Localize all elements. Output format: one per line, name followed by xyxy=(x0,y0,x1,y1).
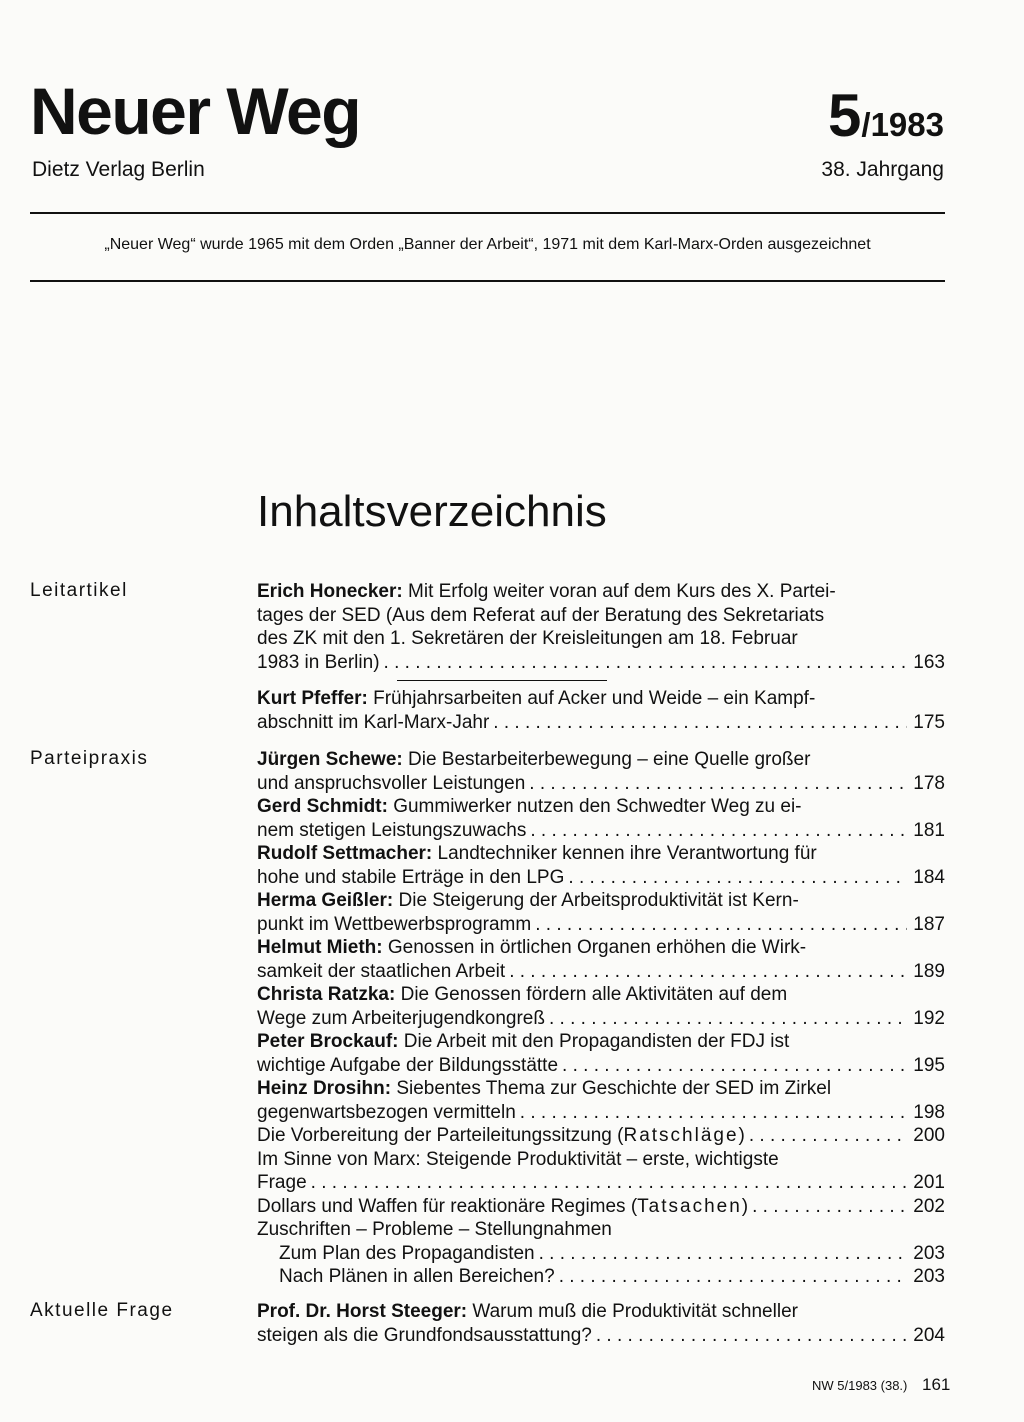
toc-entry xyxy=(257,1195,945,1219)
toc-entry xyxy=(257,1148,945,1195)
entry-text: Frühjahrsarbeiten auf Acker und Weide – ein Kampf- xyxy=(373,688,816,709)
dot-leader xyxy=(559,1265,907,1289)
entry-author: Jürgen Schewe: xyxy=(257,749,403,770)
entry-text: Gummiwerker nutzen den Schwedter Weg zu ei- xyxy=(393,796,802,817)
toc-entry xyxy=(257,1077,945,1124)
entry-line xyxy=(257,842,945,866)
entry-text: Die Steigerung der Arbeitsproduktivität ist Kern- xyxy=(398,890,799,911)
entry-last-line xyxy=(257,1054,945,1078)
entry-heading: Zuschriften – Probleme – Stellungnahmen xyxy=(257,1219,612,1240)
toc-entry xyxy=(257,842,945,889)
entry-last-line xyxy=(257,1324,945,1348)
entry-author: Peter Brockauf: xyxy=(257,1031,399,1052)
footer-code: NW 5/1983 (38.) xyxy=(812,1378,908,1393)
entry-text: wichtige Aufgabe der Bildungsstätte xyxy=(257,1054,559,1076)
toc-entry xyxy=(257,1030,945,1077)
entry-line xyxy=(257,795,945,819)
page-number: 203 xyxy=(913,1242,945,1264)
dot-leader xyxy=(493,711,907,735)
toc-entry xyxy=(257,936,945,983)
entry-text-main: Die Vorbereitung der Parteileitungssitzung ( xyxy=(257,1125,624,1146)
entry-author: Gerd Schmidt: xyxy=(257,796,388,817)
entry-text: Die Genossen fördern alle Aktivitäten auf dem xyxy=(400,984,788,1005)
entry-line: des ZK mit den 1. Sekretären der Kreisleitungen am 18. Februar xyxy=(257,628,798,649)
entry-last-line xyxy=(257,711,945,735)
dot-leader xyxy=(549,1007,907,1031)
entry-last-line xyxy=(257,1101,945,1125)
award-line: „Neuer Weg“ wurde 1965 mit dem Orden „Banner der Arbeit“, 1971 mit dem Karl-Marx-Orden ausgezeichnet xyxy=(104,236,871,253)
issue-year: /1983 xyxy=(861,106,944,143)
entry-text: Die Arbeit mit den Propagandisten der FDJ ist xyxy=(403,1031,790,1052)
page-number: 187 xyxy=(913,913,945,935)
page-number: 184 xyxy=(913,866,945,888)
entries-aktuelle-frage xyxy=(257,1300,945,1347)
toc-entry xyxy=(257,1300,945,1347)
entry-last-line xyxy=(257,1171,945,1195)
entry-line xyxy=(257,889,945,913)
top-rule xyxy=(30,212,945,214)
entry-text: hohe und stabile Erträge in den LPG xyxy=(257,866,565,888)
entry-last-line xyxy=(257,819,945,843)
entry-text: Mit Erfolg weiter voran auf dem Kurs des X. Partei- xyxy=(408,581,836,602)
section-leitartikel: Leitartikel xyxy=(30,580,128,601)
dot-leader xyxy=(530,819,907,843)
dot-leader xyxy=(752,1195,907,1219)
entry-text: Landtechniker kennen ihre Verantwortung für xyxy=(437,843,817,864)
entry-last-line xyxy=(257,772,945,796)
entry-text: gegenwartsbezogen vermitteln xyxy=(257,1101,516,1123)
entry-line xyxy=(257,983,945,1007)
entry-line xyxy=(257,936,945,960)
dot-leader xyxy=(509,960,907,984)
entry-text: Frage xyxy=(257,1172,307,1193)
dot-leader xyxy=(596,1324,907,1348)
entry-last-line xyxy=(257,866,945,890)
entry-text xyxy=(257,1124,745,1148)
entry-text: Nach Plänen in allen Bereichen? xyxy=(279,1266,555,1287)
entry-text: Zum Plan des Propagandisten xyxy=(279,1242,535,1264)
entry-last-line xyxy=(257,960,945,984)
entry-line xyxy=(257,1077,945,1101)
entry-author: Helmut Mieth: xyxy=(257,937,383,958)
page-number: 181 xyxy=(913,819,945,841)
toc-entry xyxy=(257,1218,945,1289)
toc-title: Inhaltsverzeichnis xyxy=(257,487,607,536)
dot-leader xyxy=(384,651,907,675)
page-number: 203 xyxy=(913,1266,945,1287)
entries-parteipraxis xyxy=(257,748,945,1289)
toc-entry xyxy=(257,983,945,1030)
entry-text: Genossen in örtlichen Organen erhöhen die Wirk- xyxy=(387,937,807,958)
entry-last-line xyxy=(257,913,945,937)
entry-text: Siebentes Thema zur Geschichte der SED im Zirkel xyxy=(396,1078,832,1099)
magazine-title: Neuer Weg xyxy=(30,74,361,148)
entry-text-close: ) xyxy=(738,1125,745,1146)
page-number: 189 xyxy=(913,960,945,982)
issue-label xyxy=(828,82,944,149)
entry-text-spaced: Ratschläge xyxy=(623,1125,739,1146)
entry-text-close: ) xyxy=(741,1195,749,1217)
sub-entry xyxy=(257,1265,945,1289)
entry-text: nem stetigen Leistungszuwachs xyxy=(257,819,527,841)
dot-leader xyxy=(535,913,907,937)
dot-leader xyxy=(520,1101,907,1125)
middle-rule xyxy=(30,280,945,282)
toc-entry xyxy=(257,580,945,674)
entry-text: Die Bestarbeiterbewegung – eine Quelle großer xyxy=(408,749,811,770)
entry-text-main: Dollars und Waffen für reaktionäre Regimes ( xyxy=(257,1195,638,1217)
page-number: 201 xyxy=(913,1172,945,1193)
page-number: 163 xyxy=(913,651,945,673)
entry-author: Herma Geißler: xyxy=(257,890,394,911)
dot-leader xyxy=(568,866,907,890)
entry-line: tages der SED (Aus dem Referat auf der Beratung des Sekretariats xyxy=(257,604,825,626)
entry-divider xyxy=(397,680,607,681)
section-aktuelle-frage: Aktuelle Frage xyxy=(30,1300,174,1321)
page-number: 192 xyxy=(913,1007,945,1029)
entry-text: und anspruchsvoller Leistungen xyxy=(257,772,526,794)
entry-author: Christa Ratzka: xyxy=(257,984,396,1005)
entry-text: samkeit der staatlichen Arbeit xyxy=(257,960,506,982)
entry-text: steigen als die Grundfondsausstattung? xyxy=(257,1324,592,1346)
dot-leader xyxy=(529,772,907,796)
entries-leitartikel xyxy=(257,580,945,734)
dot-leader xyxy=(311,1171,907,1195)
entry-line: Im Sinne von Marx: Steigende Produktivität – erste, wichtigste xyxy=(257,1148,779,1170)
entry-text: Warum muß die Produktivität schneller xyxy=(472,1301,798,1322)
page-number: 178 xyxy=(913,772,945,794)
dot-leader xyxy=(562,1054,907,1078)
toc-entry xyxy=(257,795,945,842)
entry-author: Prof. Dr. Horst Steeger: xyxy=(257,1301,468,1322)
entry-text-spaced: Tatsachen xyxy=(637,1195,742,1217)
page-number: 195 xyxy=(913,1054,945,1076)
entry-last-line xyxy=(257,1124,945,1148)
entry-author: Erich Honecker: xyxy=(257,581,403,602)
entry-text: abschnitt im Karl-Marx-Jahr xyxy=(257,711,490,733)
entry-last-line xyxy=(257,1195,945,1219)
entry-line xyxy=(257,1030,945,1054)
issue-number: 5 xyxy=(828,82,862,149)
page-number: 204 xyxy=(913,1324,945,1346)
volume: 38. Jahrgang xyxy=(821,158,944,181)
entry-line xyxy=(257,687,945,711)
page-number: 198 xyxy=(913,1101,945,1123)
toc-entry xyxy=(257,687,945,734)
section-parteipraxis: Parteipraxis xyxy=(30,748,149,769)
entry-last-line xyxy=(257,651,945,675)
publisher: Dietz Verlag Berlin xyxy=(32,158,205,181)
entry-line xyxy=(257,1300,945,1324)
toc-entry xyxy=(257,748,945,795)
dot-leader xyxy=(749,1124,907,1148)
entry-author: Kurt Pfeffer: xyxy=(257,688,368,709)
entry-author: Heinz Drosihn: xyxy=(257,1078,392,1099)
toc-entry xyxy=(257,889,945,936)
page-number: 200 xyxy=(913,1125,945,1146)
entry-text: Wege zum Arbeiterjugendkongreß xyxy=(257,1007,545,1029)
entry-line xyxy=(257,580,945,604)
toc-entry xyxy=(257,1124,945,1148)
page-number: 175 xyxy=(913,711,945,733)
entry-last-line xyxy=(257,1007,945,1031)
sub-entry xyxy=(257,1242,945,1266)
entry-line xyxy=(257,748,945,772)
entry-text: 1983 in Berlin) xyxy=(257,651,380,673)
entry-text xyxy=(257,1195,748,1219)
entry-text: punkt im Wettbewerbsprogramm xyxy=(257,913,532,935)
footer-page-number: 161 xyxy=(922,1375,951,1394)
dot-leader xyxy=(539,1242,907,1266)
entry-author: Rudolf Settmacher: xyxy=(257,843,433,864)
page-number: 202 xyxy=(913,1195,945,1217)
